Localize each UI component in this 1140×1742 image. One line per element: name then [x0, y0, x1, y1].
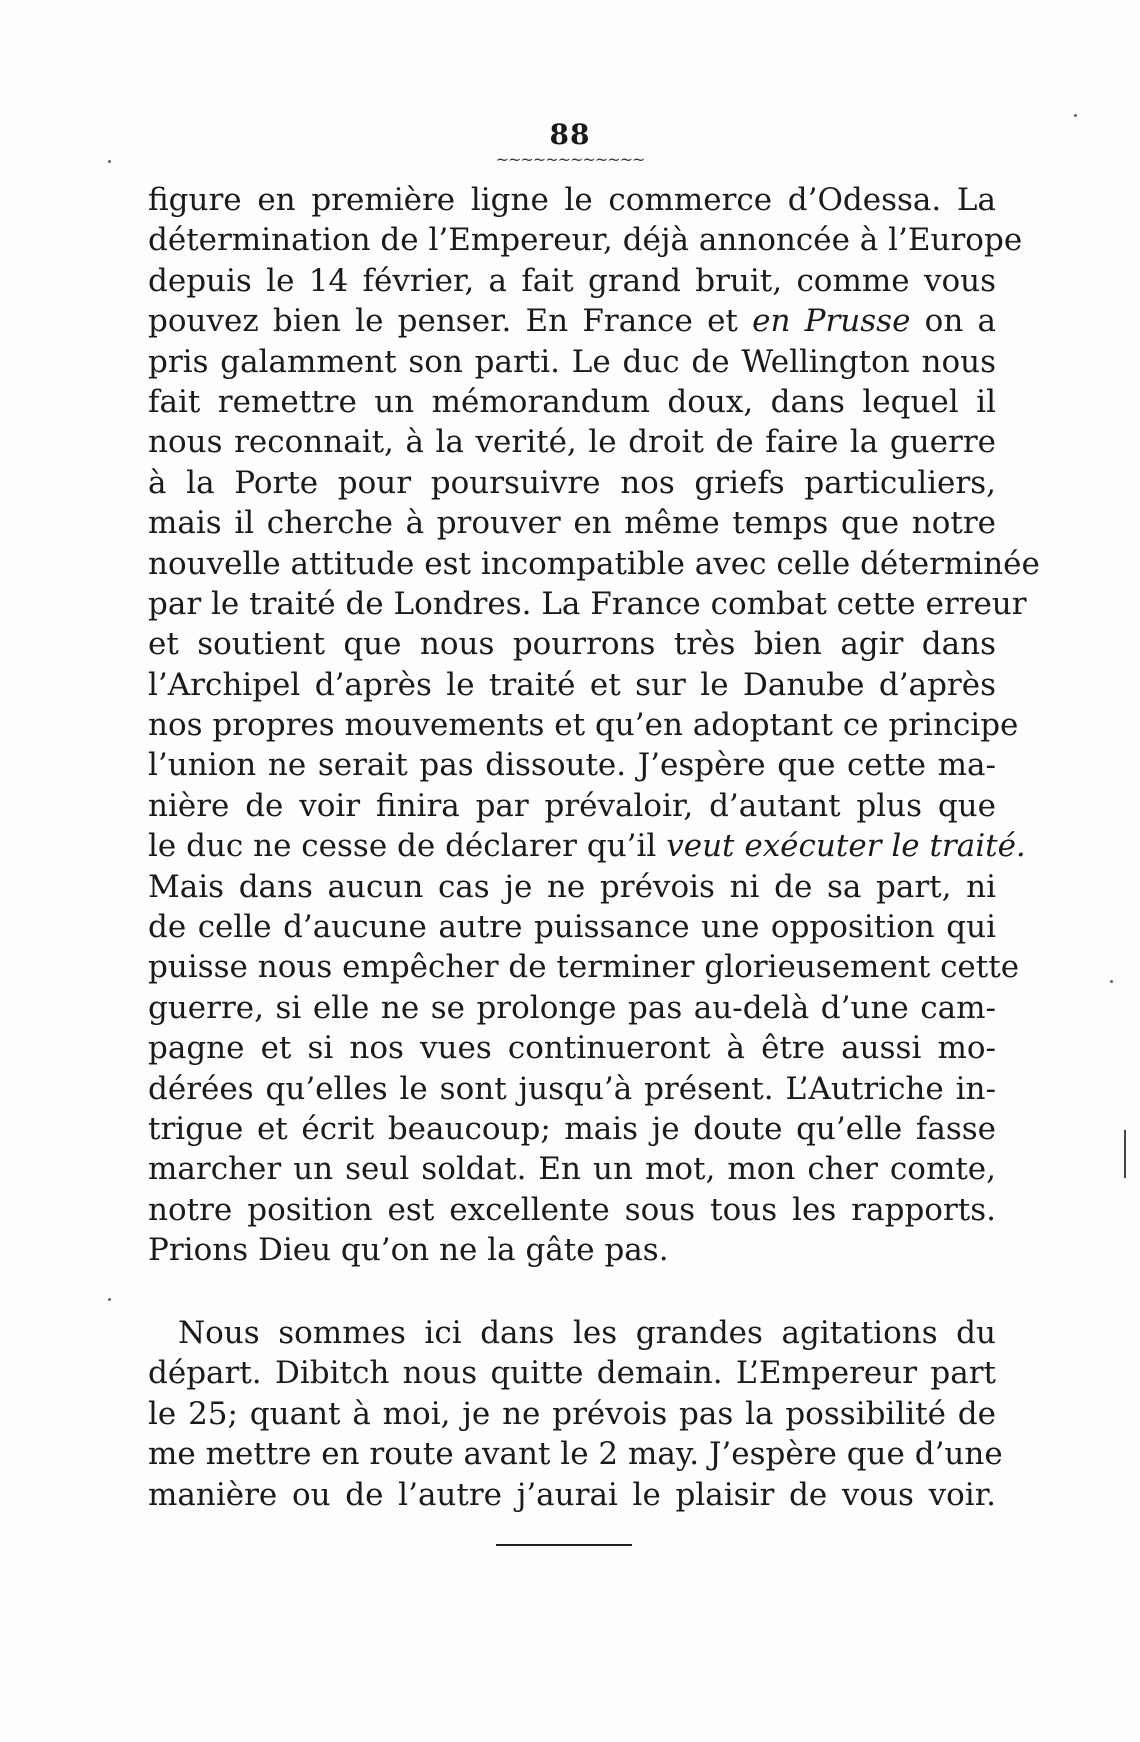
text-line: Nous sommes ici dans les grandes agitations du — [178, 1315, 996, 1351]
text-line: pris galamment son parti. Le duc de Wellington nous — [148, 343, 996, 380]
text-line: détermination de l’Empereur, déjà annoncée à l’Europe — [148, 222, 1023, 259]
text-line: nous reconnait, à la verité, le droit de faire la guerre — [148, 424, 996, 461]
text-line: le duc ne cesse de déclarer qu’il veut exécuter le traité. — [148, 828, 1026, 865]
text-line: puisse nous empêcher de terminer glorieusement cette — [148, 949, 1020, 986]
scan-speck — [1074, 114, 1077, 117]
page-number: 88 — [549, 118, 591, 151]
italic-phrase: veut exécuter le traité. — [666, 828, 1026, 865]
text-line: depuis le 14 février, a fait grand bruit, comme vous — [148, 262, 996, 299]
text-line: fait remettre un mémorandum doux, dans lequel il — [148, 383, 996, 420]
text-line: marcher un seul soldat. En un mot, mon cher comte, — [148, 1151, 996, 1188]
text-line: Mais dans aucun cas je ne prévois ni de sa part, ni — [148, 868, 996, 905]
text-line: mais il cherche à prouver en même temps que notre — [148, 505, 996, 542]
page-number-ornament: ~~~~~~~~~~~~ — [495, 150, 645, 169]
text-line: guerre, si elle ne se prolonge pas au-delà d’une cam- — [148, 989, 996, 1026]
paragraph-2 — [148, 1313, 1003, 1515]
text-line: dérées qu’elles le sont jusqu’à présent. L’Autriche in- — [148, 1070, 996, 1107]
text-line: le 25; quant à moi, je ne prévois pas la possibilité de — [148, 1395, 996, 1432]
margin-mark — [1124, 1130, 1126, 1178]
text-line: à la Porte pour poursuivre nos griefs particuliers, — [148, 464, 996, 501]
text-line: Prions Dieu qu’on ne la gâte pas. — [148, 1232, 669, 1269]
scan-speck — [108, 160, 111, 163]
text-line: nouvelle attitude est incompatible avec celle déterminée — [148, 545, 1040, 582]
text-line: nos propres mouvements et qu’en adoptant ce principe — [148, 707, 1019, 744]
text-line: pouvez bien le penser. En France et en Prusse on a — [148, 303, 996, 340]
text-line: et soutient que nous pourrons très bien agir dans — [148, 626, 996, 663]
italic-phrase: en Prusse — [752, 303, 911, 340]
text-line: départ. Dibitch nous quitte demain. L’Empereur part — [148, 1355, 996, 1392]
paragraph-1 — [148, 180, 1040, 1271]
text-line: trigue et écrit beaucoup; mais je doute qu’elle fasse — [148, 1110, 996, 1147]
text-line: nière de voir finira par prévaloir, d’autant plus que — [148, 787, 996, 824]
text-line: l’Archipel d’après le traité et sur le Danube d’après — [148, 666, 996, 703]
text-line: de celle d’aucune autre puissance une opposition qui — [148, 909, 996, 946]
text-line: manière ou de l’autre j’aurai le plaisir de vous voir. — [148, 1476, 996, 1513]
scan-speck — [108, 1298, 111, 1301]
closing-rule — [496, 1544, 632, 1546]
text-line: figure en première ligne le commerce d’Odessa. La — [148, 182, 996, 218]
scan-speck — [1110, 980, 1113, 983]
text-line: pagne et si nos vues continueront à être aussi mo- — [148, 1030, 996, 1067]
text-line: notre position est excellente sous tous les rapports. — [148, 1191, 996, 1228]
text-line: me mettre en route avant le 2 may. J’espère que d’une — [148, 1436, 1003, 1473]
text-line: par le traité de Londres. La France combat cette erreur — [148, 585, 1027, 622]
text-line: l’union ne serait pas dissoute. J’espère que cette ma- — [148, 747, 996, 784]
